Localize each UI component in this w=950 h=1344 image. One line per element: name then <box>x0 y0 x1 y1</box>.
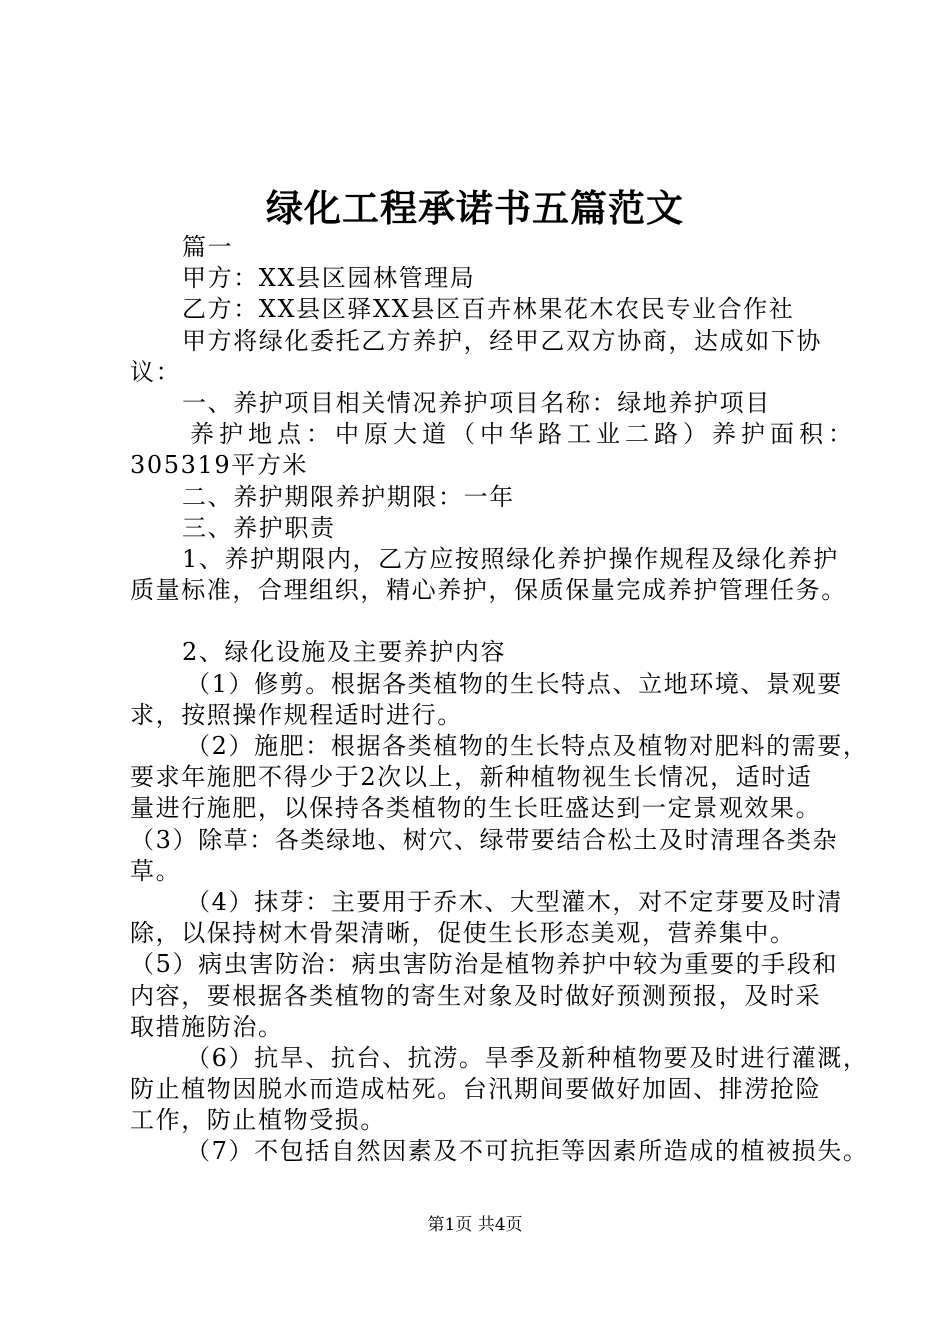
paragraph-line: 质量标准，合理组织，精心养护，保质保量完成养护管理任务。 <box>130 576 847 605</box>
paragraph-line: 篇一 <box>182 233 234 261</box>
paragraph-line: 求，按照操作规程适时进行。 <box>130 700 463 729</box>
paragraph-line: 草。 <box>130 856 182 885</box>
paragraph-line: 2、绿化设施及主要养护内容 <box>182 638 507 667</box>
paragraph-line: （5）病虫害防治：病虫害防治是植物养护中较为重要的手段和 <box>130 950 839 979</box>
paragraph-line: 二、养护期限养护期限：一年 <box>182 482 515 511</box>
paragraph-line: 防止植物因脱水而造成枯死。台汛期间要做好加固、排涝抢险 <box>130 1075 822 1104</box>
paragraph-line: （4）抹芽：主要用于乔木、大型灌木，对不定芽要及时清 <box>186 887 843 916</box>
paragraph-line: （3）除草：各类绿地、树穴、绿带要结合松土及时清理各类杂 <box>130 825 839 854</box>
paragraph-line: 305319平方米 <box>130 451 309 480</box>
paragraph-line: 养护地点：中原大道（中华路工业二路）养护面积： <box>190 420 857 449</box>
paragraph-line: 要求年施肥不得少于2次以上，新种植物视生长情况，适时适 <box>130 763 813 792</box>
paragraph-line: （1）修剪。根据各类植物的生长特点、立地环境、景观要 <box>186 669 843 698</box>
paragraph-line: 内容，要根据各类植物的寄生对象及时做好预测预报，及时采 <box>130 981 822 1010</box>
paragraph-line: （6）抗旱、抗台、抗涝。旱季及新种植物要及时进行灌溉， <box>186 1043 869 1072</box>
document-body <box>130 232 869 1168</box>
paragraph-line: 工作，防止植物受损。 <box>130 1106 386 1135</box>
paragraph-line: （7）不包括自然因素及不可抗拒等因素所造成的植被损失。 <box>186 1137 869 1166</box>
paragraph-line: 1、养护期限内，乙方应按照绿化养护操作规程及绿化养护 <box>182 544 839 573</box>
paragraph-line: 三、养护职责 <box>182 513 336 542</box>
paragraph-line: 乙方：XX县区驿XX县区百卉林果花木农民专业合作社 <box>182 295 795 324</box>
paragraph-line: （2）施肥：根据各类植物的生长特点及植物对肥料的需要， <box>186 732 869 760</box>
paragraph-line: 一、养护项目相关情况养护项目名称：绿地养护项目 <box>182 388 771 417</box>
paragraph-line: 除，以保持树木骨架清晰，促使生长形态美观，营养集中。 <box>130 919 796 948</box>
paragraph-line: 量进行施肥，以保持各类植物的生长旺盛达到一定景观效果。 <box>130 794 822 823</box>
paragraph-line: 甲方：XX县区园林管理局 <box>182 264 476 293</box>
document-title: 绿化工程承诺书五篇范文 <box>266 186 684 230</box>
paragraph-line: 甲方将绿化委托乙方养护，经甲乙双方协商，达成如下协 <box>182 326 822 355</box>
page-footer: 第1页 共4页 <box>427 1215 523 1235</box>
paragraph-line: 议： <box>130 357 182 386</box>
paragraph-line: 取措施防治。 <box>130 1012 284 1041</box>
blank-line <box>130 606 852 637</box>
